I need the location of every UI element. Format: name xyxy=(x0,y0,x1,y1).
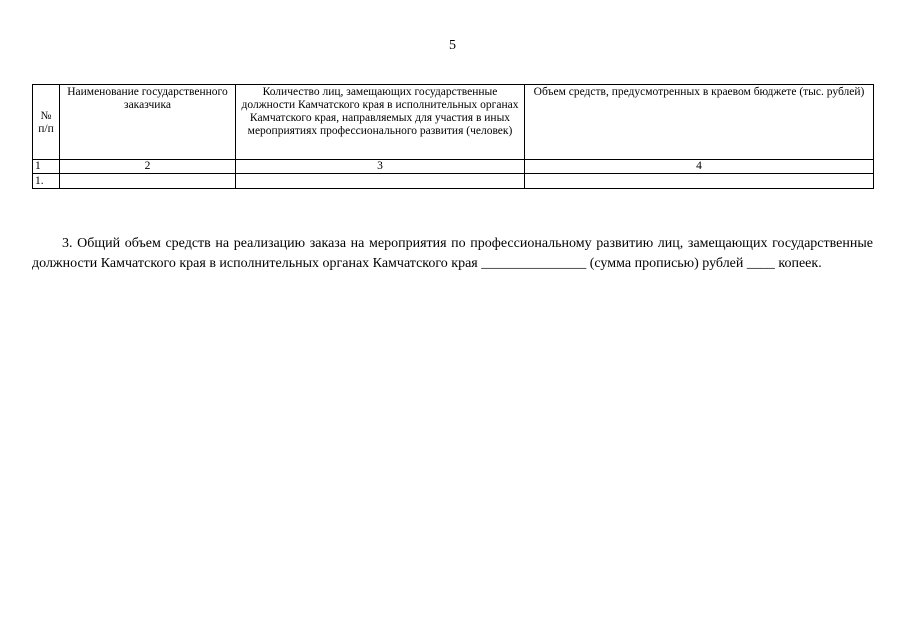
total-budget-paragraph: 3. Общий объем средств на реализацию заказа на мероприятия по профессиональному развитию лиц, замещающих государственные должности Камчатского края в исполнительных органах Камчатского края _______________ (сумма прописью) рублей ____ копеек. xyxy=(32,236,873,271)
table-cell-row-number: 1. xyxy=(33,174,60,189)
table-header-row xyxy=(33,85,874,160)
table-cell-persons xyxy=(236,174,525,189)
column-number-cell: 4 xyxy=(525,160,874,174)
column-number-cell: 3 xyxy=(236,160,525,174)
page-number: 5 xyxy=(449,38,456,53)
header-persons-count: Количество лиц, замещающих государственные должности Камчатского края в исполнительных органах Камчатского края, направляемых для участия в иных мероприятиях профессионального развития (человек) xyxy=(236,85,525,160)
header-budget-amount: Объем средств, предусмотренных в краевом бюджете (тыс. рублей) xyxy=(525,85,874,160)
table-cell-budget xyxy=(525,174,874,189)
column-number-cell: 2 xyxy=(60,160,236,174)
table-cell-customer xyxy=(60,174,236,189)
header-customer-name: Наименование государственного заказчика xyxy=(60,85,236,160)
table-row xyxy=(33,174,874,189)
budget-table xyxy=(32,84,874,189)
column-number-row xyxy=(33,160,874,174)
column-number-cell: 1 xyxy=(33,160,60,174)
header-row-number: № п/п xyxy=(33,85,60,160)
